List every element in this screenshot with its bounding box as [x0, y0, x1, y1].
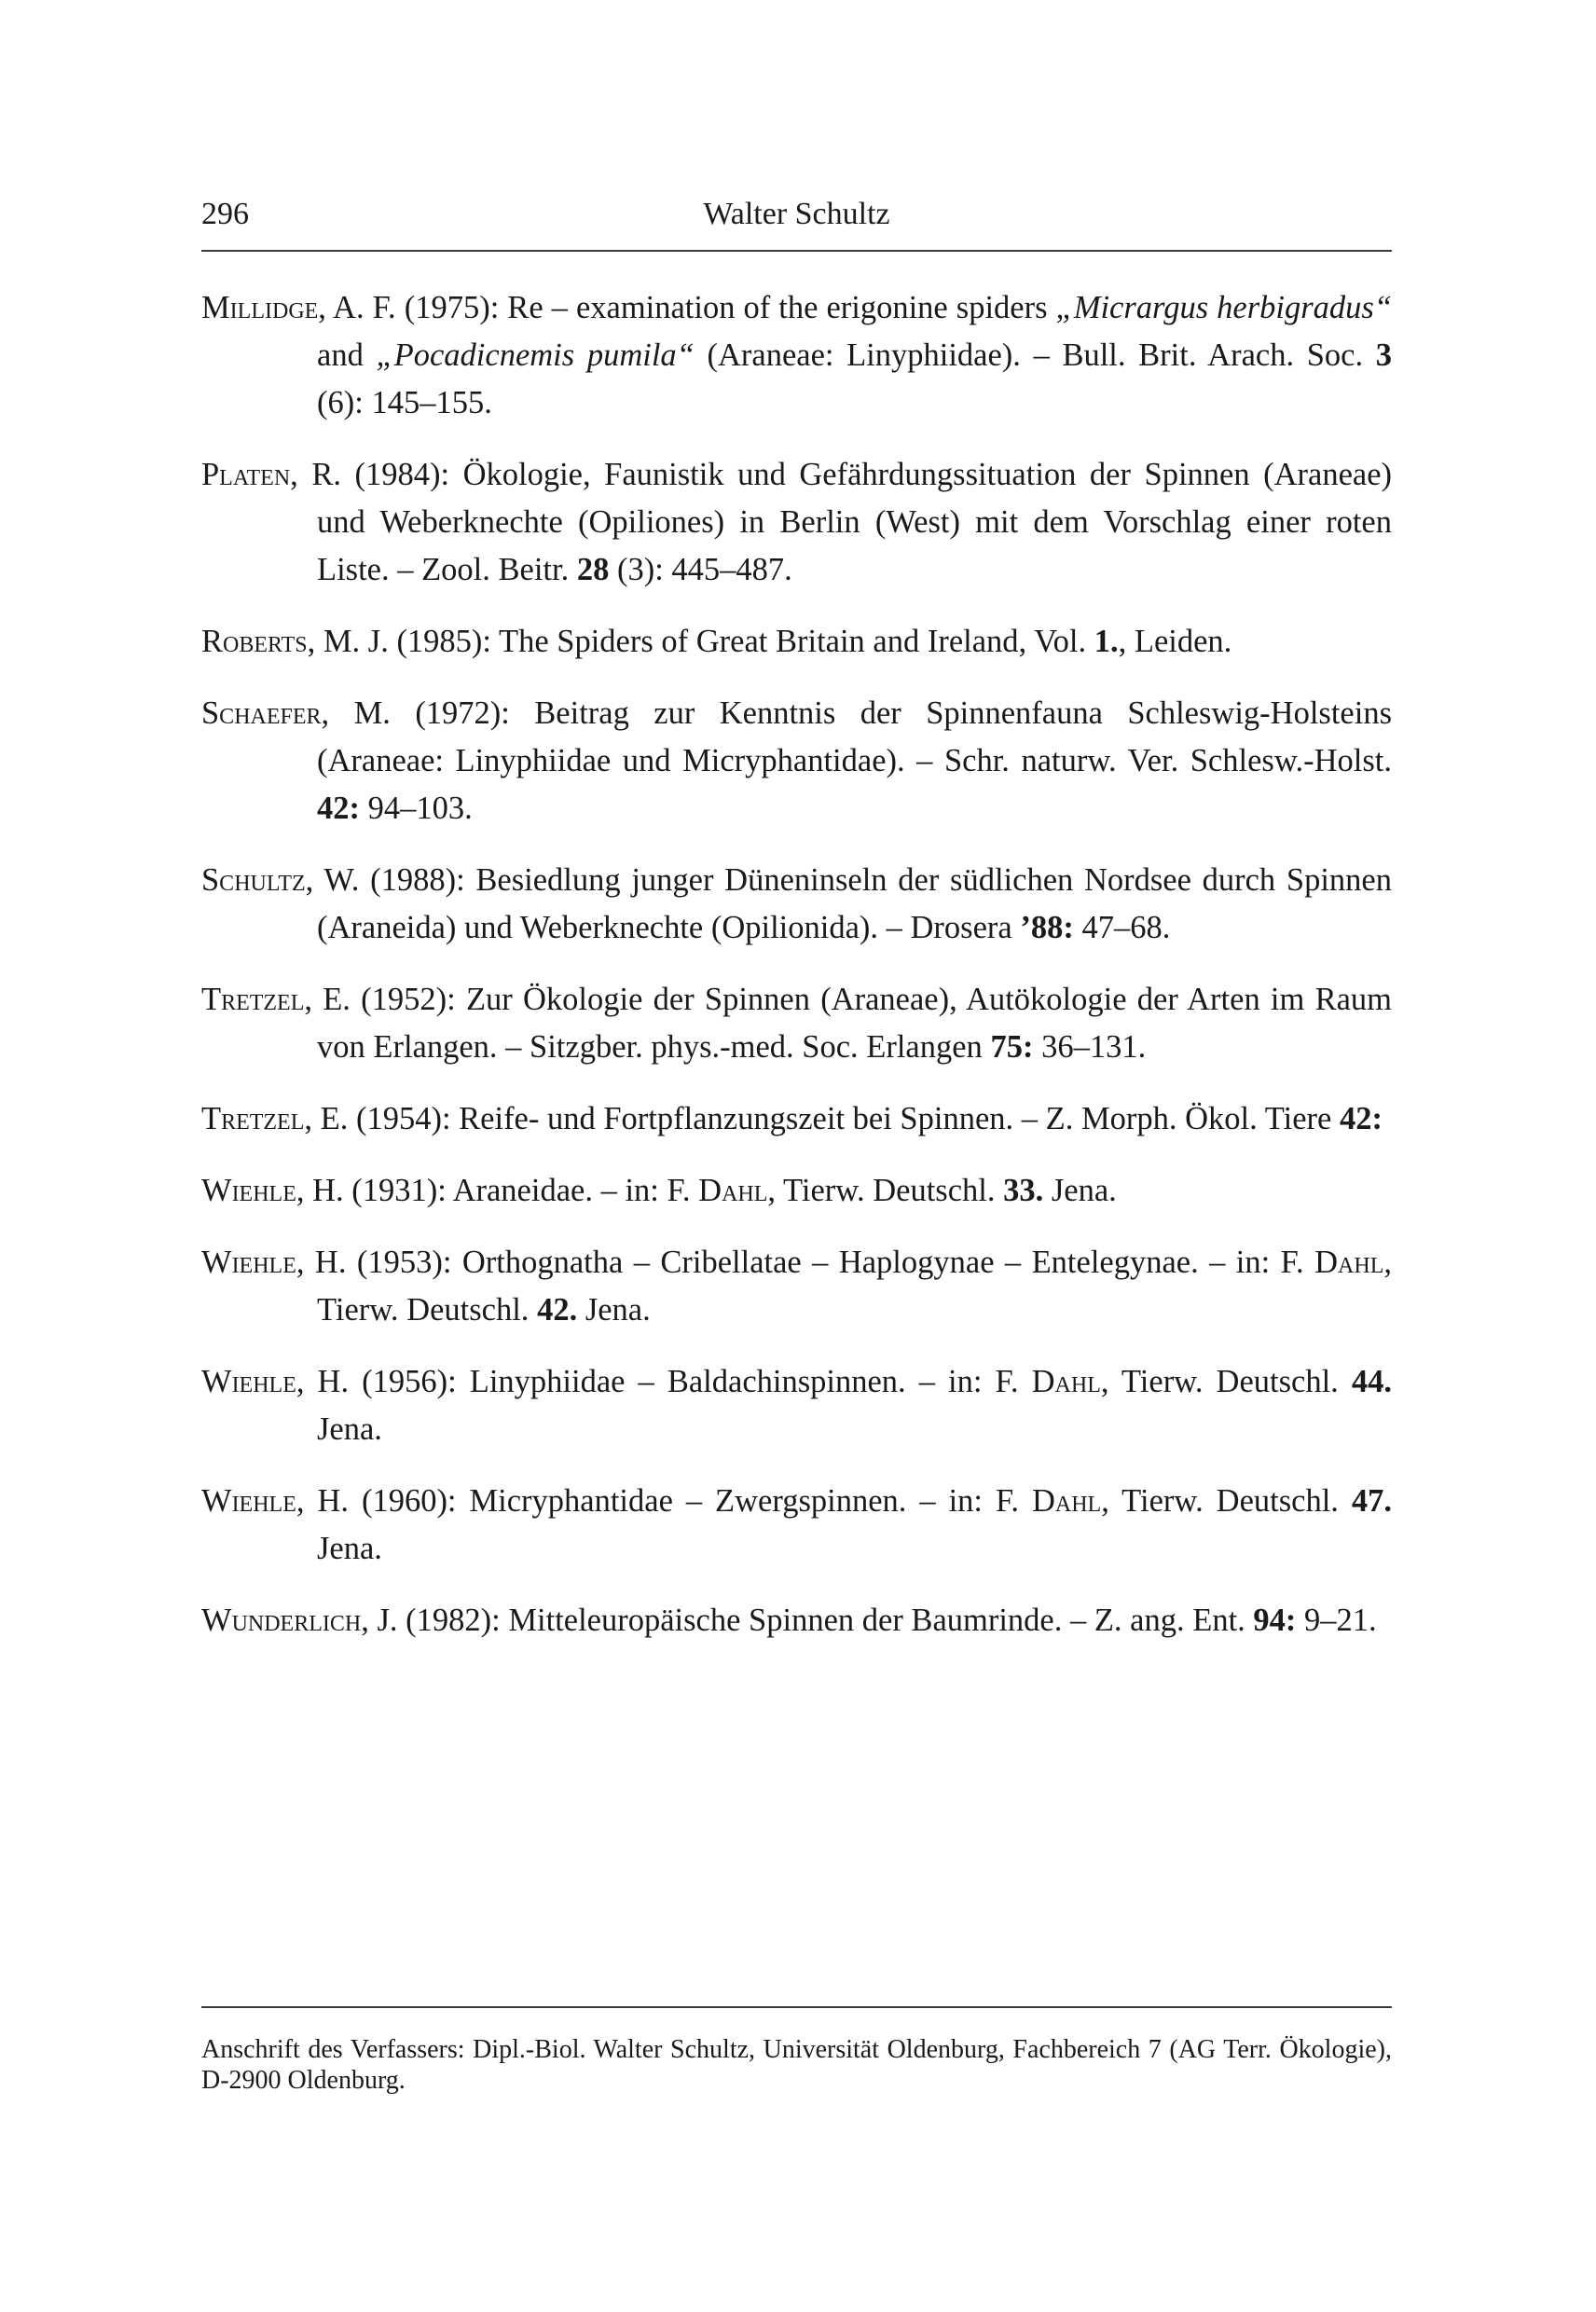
reference-text: (1931): Araneidae. – in: F.: [343, 1173, 699, 1208]
reference-text: , Leiden.: [1118, 624, 1232, 659]
reference-volume: 3: [1375, 337, 1392, 373]
reference-text: Jena.: [577, 1292, 651, 1328]
reference-text: 36–131.: [1033, 1029, 1147, 1065]
reference-author: Wiehle, H.: [201, 1173, 344, 1208]
reference-text: , Tierw. Deutschl.: [317, 1245, 1392, 1328]
reference-entry: [201, 857, 1392, 952]
reference-volume: 94:: [1253, 1603, 1297, 1638]
reference-text: (1985): The Spiders of Great Britain and Ireland, Vol.: [388, 624, 1094, 659]
reference-text: 9–21.: [1296, 1603, 1377, 1638]
reference-entry: [201, 1478, 1392, 1573]
reference-author: Tretzel, E.: [201, 1101, 349, 1136]
reference-text: , Tierw. Deutschl.: [1101, 1483, 1352, 1519]
reference-entry: [201, 284, 1392, 427]
reference-text: (3): 445–487.: [609, 552, 792, 587]
reference-text: (1982): Mitteleuropäische Spinnen der Baumrinde. – Z. ang. Ent.: [397, 1603, 1254, 1638]
reference-entry: [201, 451, 1392, 594]
reference-text: (1954): Reife- und Fortpflanzungszeit bei Spinnen. – Z. Morph. Ökol. Tiere: [348, 1101, 1340, 1136]
reference-text: (6): 145–155.: [317, 385, 492, 420]
reference-text: 94–103.: [360, 791, 473, 826]
reference-text: 47–68.: [1073, 910, 1171, 945]
author-address-footnote: Anschrift des Verfassers: Dipl.-Biol. Walter Schultz, Universität Oldenburg, Fachbereich 7 (AG Terr. Ökologie), D-2900 Oldenburg.: [201, 2035, 1392, 2095]
reference-entry: [201, 1167, 1392, 1215]
reference-text: (1972): Beitrag zur Kenntnis der Spinnenfauna Schleswig-Holsteins (Araneae: Linyphiidae und Micryphantidae). – Schr. naturw. Ver. Schlesw.-Holst.: [317, 695, 1392, 778]
page-header: [201, 196, 1392, 242]
reference-author: Wunderlich, J.: [201, 1603, 398, 1638]
reference-entry: [201, 1095, 1392, 1143]
reference-volume: 47.: [1351, 1483, 1392, 1519]
reference-text: (Araneae: Linyphiidae). – Bull. Brit. Arach. Soc.: [694, 337, 1376, 373]
reference-volume: 1.: [1094, 624, 1119, 659]
header-rule: [201, 250, 1392, 252]
reference-text: Jena.: [1043, 1173, 1117, 1208]
reference-text: (1952): Zur Ökologie der Spinnen (Araneae), Autökologie der Arten im Raum von Erlangen. – Sitzgber. phys.-med. Soc. Erlangen: [317, 982, 1392, 1065]
reference-author: Platen, R.: [201, 457, 341, 492]
reference-volume: 42.: [537, 1292, 578, 1328]
reference-entry: [201, 618, 1392, 666]
reference-author: Schaefer, M.: [201, 695, 391, 731]
reference-editor: Dahl: [698, 1173, 768, 1208]
reference-entry: [201, 1358, 1392, 1453]
reference-editor: Dahl: [1031, 1483, 1102, 1519]
reference-editor: Dahl: [1031, 1364, 1101, 1399]
reference-author: Tretzel, E.: [201, 982, 351, 1017]
reference-text: and: [317, 337, 377, 373]
reference-volume: 42:: [317, 791, 360, 826]
reference-author: Wiehle, H.: [201, 1245, 347, 1280]
reference-entry: [201, 1239, 1392, 1334]
reference-author: Wiehle, H.: [201, 1483, 349, 1519]
page-number: 296: [201, 197, 249, 231]
reference-text: (1988): Besiedlung junger Düneninseln der südlichen Nordsee durch Spinnen (Araneida) und Weberknechte (Opilionida). – Drosera: [317, 862, 1392, 945]
reference-species: „Micrargus herbigradus“: [1055, 290, 1393, 325]
reference-species: „Pocadicnemis pumila“: [376, 337, 695, 373]
reference-text: Jena.: [317, 1531, 382, 1566]
reference-text: (1975): Re – examination of the erigonine spiders: [395, 290, 1056, 325]
reference-editor: Dahl: [1314, 1245, 1384, 1280]
reference-entry: [201, 976, 1392, 1071]
reference-text: Jena.: [317, 1411, 382, 1447]
running-title: Walter Schultz: [703, 197, 890, 231]
reference-text: (1984): Ökologie, Faunistik und Gefährdungssituation der Spinnen (Araneae) und Weberknechte (Opiliones) in Berlin (West) mit dem Vorschlag einer roten Liste. – Zool. Beitr.: [317, 457, 1393, 587]
reference-volume: 28: [576, 552, 610, 587]
reference-text: (1953): Orthognatha – Cribellatae – Haplogynae – Entelegynae. – in: F.: [346, 1245, 1315, 1280]
reference-text: (1956): Linyphiidae – Baldachinspinnen. – in: F.: [349, 1364, 1032, 1399]
reference-author: Roberts, M. J.: [201, 624, 389, 659]
reference-text: , Tierw. Deutschl.: [767, 1173, 1004, 1208]
reference-volume: 75:: [990, 1029, 1034, 1065]
reference-author: Schultz, W.: [201, 862, 360, 898]
reference-text: , Tierw. Deutschl.: [1100, 1364, 1352, 1399]
reference-list: [201, 284, 1392, 1669]
reference-text: (1960): Micryphantidae – Zwergspinnen. – in: F.: [349, 1483, 1032, 1519]
reference-volume: 44.: [1351, 1364, 1392, 1399]
reference-author: Millidge, A. F.: [201, 290, 396, 325]
reference-entry: [201, 1597, 1392, 1645]
reference-entry: [201, 690, 1392, 833]
reference-author: Wiehle, H.: [201, 1364, 350, 1399]
reference-volume: 42:: [1339, 1101, 1383, 1136]
reference-volume: 33.: [1003, 1173, 1044, 1208]
footer-rule: [201, 2006, 1392, 2008]
reference-volume: ’88:: [1020, 910, 1074, 945]
